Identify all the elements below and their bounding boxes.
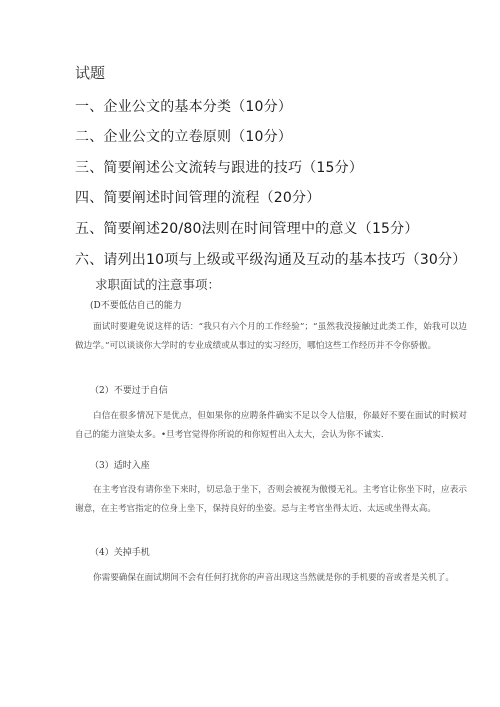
question-2: 二、企业公文的立卷原则（10分） [75, 129, 293, 145]
question-6: 六、请列出10项与上级或平级沟通及互动的基本技巧（30分） [75, 252, 467, 268]
section-2-body: 白信在很多情况下是优点，但如果你的应聘条件确实不足以令人信服，你最好不要在面试的时候对自己的能力渲染太多。•旦考官觉得你所说的和你短哲出入太大，会认为你不诚实. [75, 411, 467, 440]
section-1-heading: (D不要低估自己的能力 [90, 301, 182, 311]
section-4-body: 你需要确保在面试期间不会有任何打扰你的声音出现这当然就是你的手机要的音或者是关机了。 [93, 573, 454, 583]
section-1-body: 面试时要避免说这样的话：“我只有六个月的工作经验”；“虽然我没接触过此类工作，始我可以边做边学。”可以谈谈你大学时的专业成绩或从事过的实习经历，哪怕这些工作经历并不令你骄傲。 [75, 322, 467, 351]
section-3-body: 在主考官没有请你坐下来时，切忌急于坐下，否则会被视为傲慢无礼。主考官让你坐下时，应表示谢意，在主考官指定的位身上坐下，保持良好的坐姿。忌与主考官坐得太近、太远或坐得太高。 [75, 485, 467, 514]
section-3-heading: （3）适时入座 [90, 461, 150, 471]
question-1: 一、企业公文的基本分类（10分） [75, 99, 293, 115]
question-3: 三、简要阐述公文流转与跟进的技巧（15分） [75, 160, 364, 176]
section-4-heading: （4）关掉手机 [90, 548, 150, 558]
question-4: 四、简要阐述时间管理的流程（20分） [75, 190, 321, 206]
notes-heading: 求职面试的注意事项： [95, 277, 221, 292]
question-5: 五、简要阐述20/80法则在时间管理中的意义（15分） [75, 221, 419, 237]
page-title: 试题 [75, 64, 106, 82]
section-2-heading: （2）不要过于自信 [90, 386, 168, 396]
